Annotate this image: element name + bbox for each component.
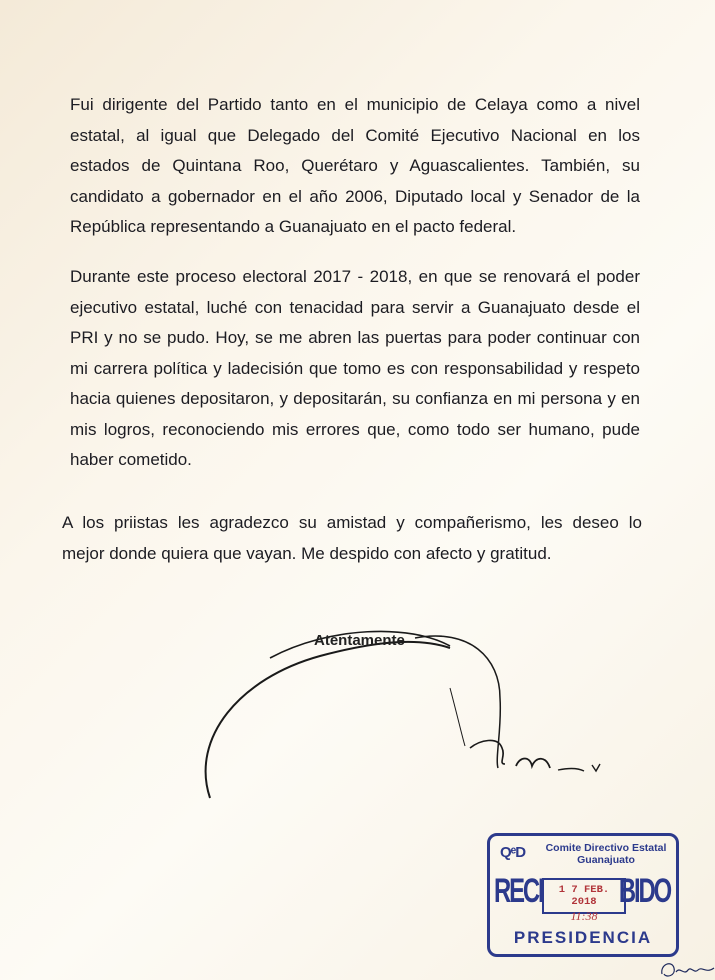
text-line: mi carrera política y ladecisión que tomo es con responsabilidad y respeto xyxy=(70,358,640,378)
text-line: ejecutivo estatal, luché con tenacidad para servir a Guanajuato desde el xyxy=(70,297,640,317)
stamp-received-left: RECI xyxy=(494,872,543,910)
stamp-date-box xyxy=(542,878,626,923)
handwritten-initials xyxy=(658,954,715,980)
text-line: Durante este proceso electoral 2017 - 2018, en que se renovará el poder xyxy=(70,267,640,286)
stamp-date: 1 7 FEB. 2018 xyxy=(558,884,610,908)
text-line: mejor donde quiera que vayan. Me despido con afecto y gratitud. xyxy=(62,543,552,563)
paragraph-electoral-process xyxy=(70,262,640,476)
stamp-organization xyxy=(536,842,676,866)
paragraph-career xyxy=(70,90,640,243)
stamp-received-right: BIDO xyxy=(618,872,670,910)
stamp-organization-line: Guanajuato xyxy=(577,854,635,866)
party-logo: QᵉD xyxy=(500,844,526,861)
text-line: haber cometido. xyxy=(70,450,192,469)
text-line: mis logros, reconociendo mis errores que, como todo ser humano, pude xyxy=(70,419,640,439)
stamp-department: PRESIDENCIA xyxy=(513,928,653,947)
text-line: República representando a Guanajuato en el pacto federal. xyxy=(70,217,517,236)
received-stamp xyxy=(487,833,679,957)
text-line: candidato a gobernador en el año 2006, Diputado local y Senador de la xyxy=(70,186,640,206)
closing-salutation: Atentamente xyxy=(314,632,405,649)
text-line: hacia quienes depositaron, y depositarán, su confianza en mi persona y en xyxy=(70,389,640,408)
stamp-organization-line: Comite Directivo Estatal xyxy=(545,842,667,854)
text-line: Fui dirigente del Partido tanto en el municipio de Celaya como a nivel xyxy=(70,95,640,114)
paragraph-farewell xyxy=(62,508,642,569)
stamp-time: 11:38 xyxy=(570,909,598,923)
text-line: estados de Quintana Roo, Querétaro y Aguascalientes. También, su xyxy=(70,156,640,175)
text-line: A los priistas les agradezco su amistad y compañerismo, les deseo lo xyxy=(62,513,642,532)
text-line: estatal, al igual que Delegado del Comité Ejecutivo Nacional en los xyxy=(70,125,640,145)
text-line: PRI y no se pudo. Hoy, se me abren las puertas para poder continuar con xyxy=(70,328,640,347)
